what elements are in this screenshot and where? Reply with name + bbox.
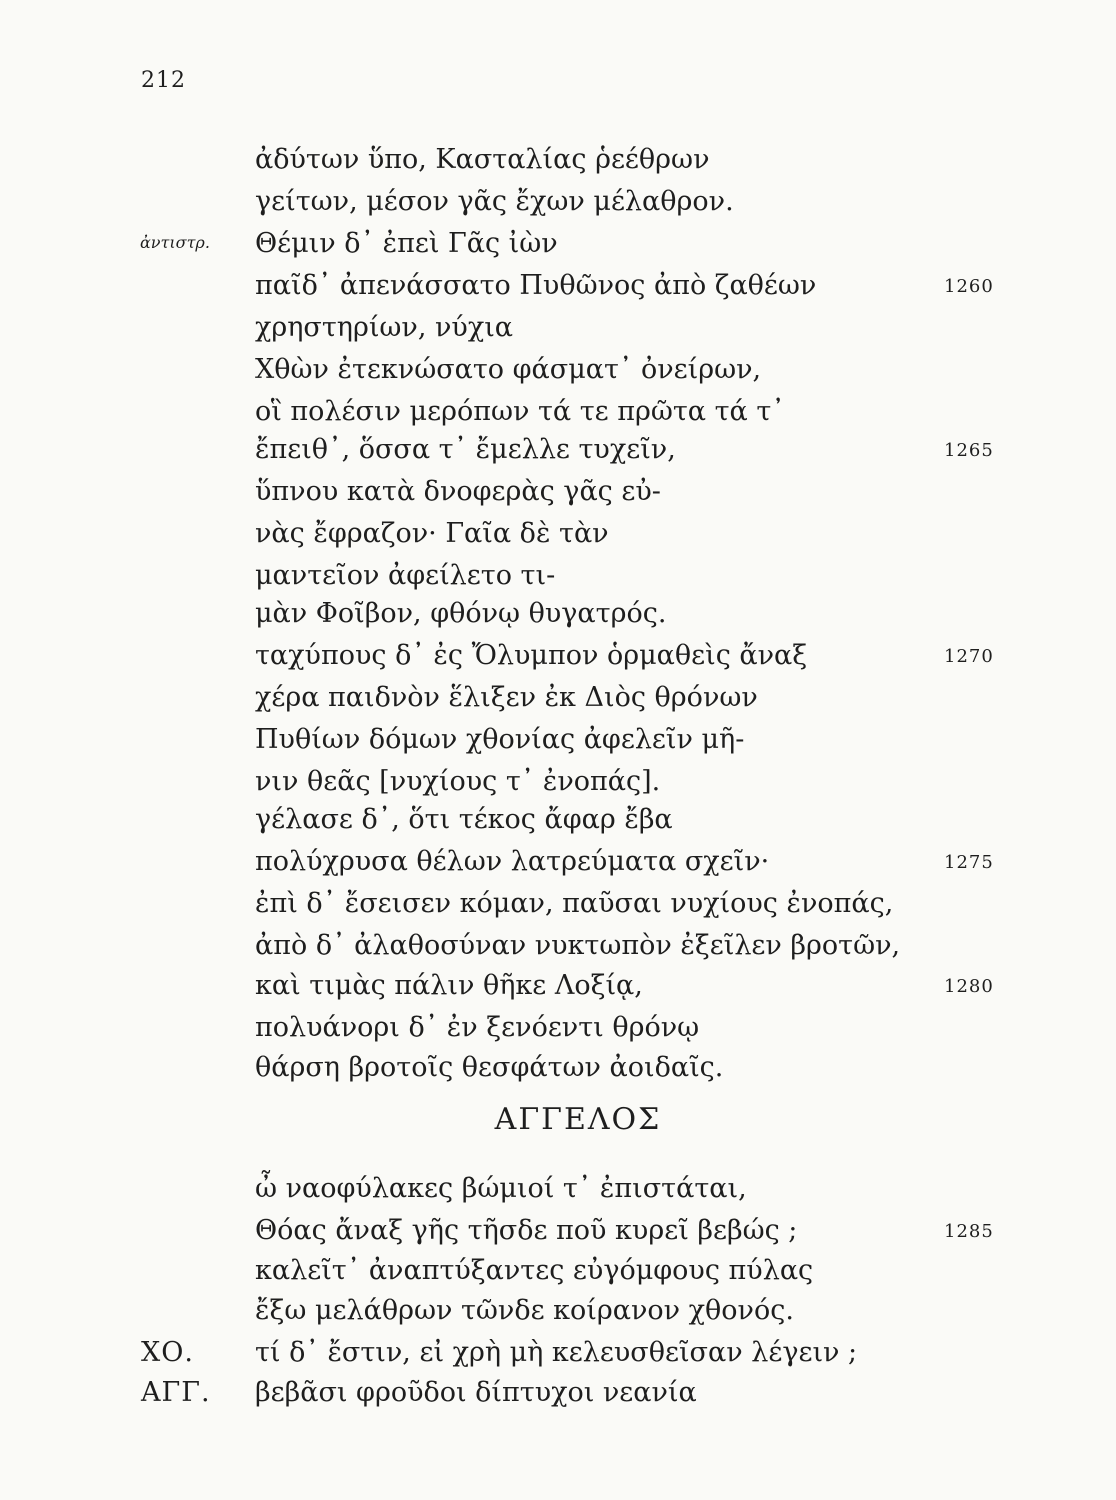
verse-text: πολύχρυσα θέλων λατρεύματα σχεῖν·	[255, 846, 770, 877]
verse-text: οἳ πολέσιν μερόπων τά τε πρῶτα τά τ᾽	[255, 396, 785, 427]
antistrophe-label: ἀντιστρ.	[140, 233, 210, 252]
verse-line	[0, 473, 1116, 511]
verse-text: χέρα παιδνὸν ἕλιξεν ἐκ Διὸς θρόνων	[255, 682, 758, 713]
verse-text: γέλασε δ᾽, ὅτι τέκος ἄφαρ ἔβα	[255, 804, 673, 835]
verse-line	[0, 801, 1116, 839]
line-number: 1285	[944, 1221, 994, 1242]
verse-line	[0, 267, 1116, 305]
verse-line	[0, 1212, 1116, 1250]
verse-line	[0, 885, 1116, 923]
line-number: 1265	[944, 440, 994, 461]
verse-line	[0, 1252, 1116, 1290]
line-number: 1270	[944, 646, 994, 667]
dialogue-line	[0, 1334, 1116, 1372]
dialogue-line	[0, 1374, 1116, 1412]
verse-line	[0, 1009, 1116, 1047]
line-number: 1260	[944, 276, 994, 297]
verse-line	[0, 557, 1116, 595]
verse-text: Θέμιν δ᾽ ἐπεὶ Γᾶς ἰὼν	[255, 228, 558, 259]
verse-line	[0, 1170, 1116, 1208]
verse-text: ὕπνου κατὰ δνοφερὰς γᾶς εὐ-	[255, 476, 661, 507]
verse-line	[0, 309, 1116, 347]
page-number: 212	[141, 68, 186, 93]
verse-text: παῖδ᾽ ἀπενάσσατο Πυθῶνος ἀπὸ ζαθέων	[255, 270, 817, 301]
line-number: 1280	[944, 976, 994, 997]
verse-text: βεβᾶσι φροῦδοι δίπτυχοι νεανία	[255, 1377, 697, 1408]
verse-text: ἔξω μελάθρων τῶνδε κοίρανον χθονός.	[255, 1295, 794, 1326]
verse-text: μαντεῖον ἀφείλετο τι-	[255, 560, 556, 591]
verse-line	[0, 515, 1116, 553]
verse-line	[0, 1049, 1116, 1087]
verse-text: ὦ ναοφύλακες βώμιοί τ᾽ ἐπιστάται,	[255, 1173, 747, 1204]
verse-text: καὶ τιμὰς πάλιν θῆκε Λοξίᾳ,	[255, 970, 643, 1001]
verse-text: ταχύπους δ᾽ ἐς Ὄλυμπον ὁρμαθεὶς ἄναξ	[255, 640, 808, 671]
verse-line	[0, 351, 1116, 389]
verse-text: πολυάνορι δ᾽ ἐν ξενόεντι θρόνῳ	[255, 1012, 700, 1043]
verse-line	[0, 1292, 1116, 1330]
verse-text: Χθὼν ἐτεκνώσατο φάσματ᾽ ὀνείρων,	[255, 354, 762, 385]
verse-line	[0, 595, 1116, 633]
verse-text: Θόας ἄναξ γῆς τῆσδε ποῦ κυρεῖ βεβώς ;	[255, 1215, 798, 1246]
verse-text: θάρση βροτοῖς θεσφάτων ἀοιδαῖς.	[255, 1052, 724, 1083]
verse-text: Πυθίων δόμων χθονίας ἀφελεῖν μῆ-	[255, 724, 745, 755]
verse-text: καλεῖτ᾽ ἀναπτύξαντες εὐγόμφους πύλας	[255, 1255, 814, 1286]
verse-text: ἐπὶ δ᾽ ἔσεισεν κόμαν, παῦσαι νυχίους ἐνοπάς,	[255, 888, 894, 919]
verse-text: χρηστηρίων, νύχια	[255, 312, 514, 343]
verse-text: νιν θεᾶς [νυχίους τ᾽ ἐνοπάς].	[255, 766, 661, 797]
verse-line	[0, 721, 1116, 759]
verse-text: γείτων, μέσον γᾶς ἔχων μέλαθρον.	[255, 186, 734, 217]
verse-line	[0, 225, 1116, 263]
verse-text: ἀπὸ δ᾽ ἀλαθοσύναν νυκτωπὸν ἐξεῖλεν βροτῶν,	[255, 930, 901, 961]
verse-line	[0, 843, 1116, 881]
verse-line	[0, 763, 1116, 801]
verse-text: μὰν Φοῖβον, φθόνῳ θυγατρός.	[255, 598, 667, 629]
verse-text: τί δ᾽ ἔστιν, εἰ χρὴ μὴ κελευσθεῖσαν λέγειν ;	[255, 1337, 858, 1368]
verse-line	[0, 967, 1116, 1005]
verse-line	[0, 679, 1116, 717]
verse-text: ἔπειθ᾽, ὅσσα τ᾽ ἔμελλε τυχεῖν,	[255, 434, 676, 465]
verse-line	[0, 183, 1116, 221]
speaker-label: ΑΓΓ.	[141, 1377, 211, 1408]
speaker-heading: ΑΓΓΕΛΟΣ	[494, 1102, 662, 1137]
speaker-label: ΧΟ.	[141, 1337, 194, 1368]
verse-line	[0, 393, 1116, 431]
line-number: 1275	[944, 852, 994, 873]
verse-text: ἀδύτων ὕπο, Κασταλίας ῥεέθρων	[255, 144, 710, 175]
verse-line	[0, 927, 1116, 965]
verse-line	[0, 637, 1116, 675]
verse-text: νὰς ἔφραζον· Γαῖα δὲ τὰν	[255, 518, 609, 549]
verse-line	[0, 431, 1116, 469]
verse-line	[0, 141, 1116, 179]
